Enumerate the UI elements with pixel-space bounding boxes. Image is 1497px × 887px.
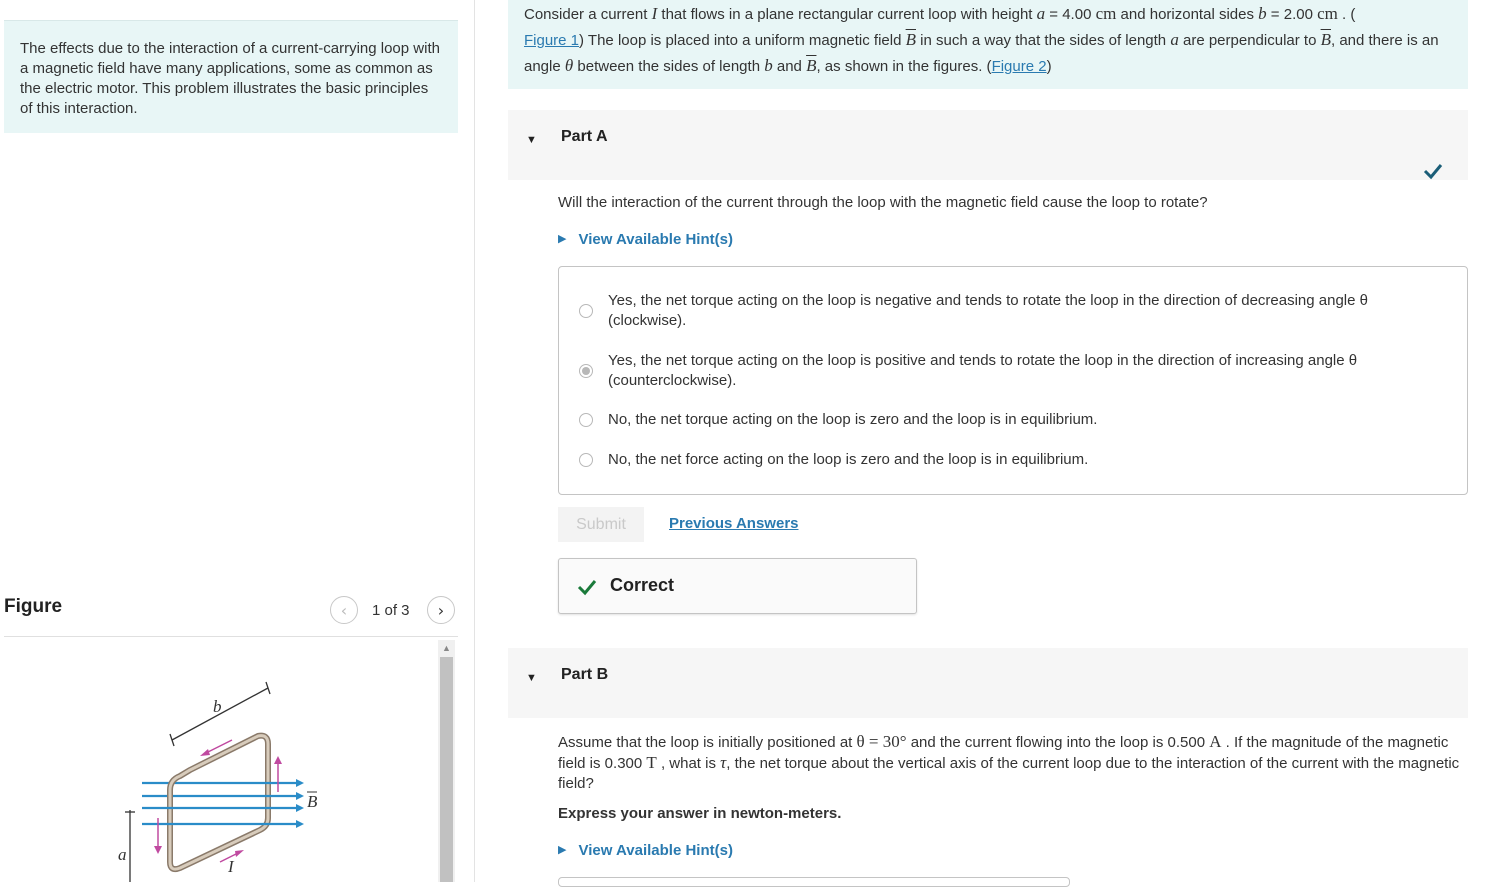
problem-text: = 2.00 (1266, 6, 1318, 23)
part-b-question (558, 732, 1468, 794)
field-lines-front (142, 779, 304, 828)
label-b: b (213, 697, 222, 716)
symbol-a: a (1036, 4, 1046, 23)
symbol-theta: θ (564, 56, 574, 75)
submit-button[interactable]: Submit (558, 507, 644, 542)
symbol-I: I (651, 4, 658, 23)
question-text: Assume that the loop is initially positioned at (558, 734, 857, 751)
problem-statement (508, 0, 1468, 89)
label-a: a (118, 845, 127, 864)
question-text: . If the magnitude of the magnetic field is 0.300 (558, 734, 1449, 772)
feedback-correct-box (558, 558, 917, 614)
figure-divider (4, 636, 458, 637)
problem-text: that flows in a plane rectangular current loop with height (657, 6, 1037, 23)
checkmark-icon (1422, 161, 1444, 181)
figure-next-button[interactable] (427, 596, 455, 624)
problem-text: are perpendicular to (1178, 32, 1321, 49)
part-b-hint-link[interactable] (558, 842, 733, 859)
figure-scrollbar-thumb[interactable] (440, 657, 453, 882)
option-text: Yes, the net torque acting on the loop is positive and tends to rotate the loop in the direction of increasing angle θ (counterclockwise). (608, 352, 1358, 389)
answer-options (558, 266, 1468, 495)
unit-cm: cm (1095, 4, 1117, 23)
radio-button-selected[interactable] (579, 364, 593, 378)
problem-text: ) The loop is placed into a uniform magnetic field (579, 32, 906, 49)
question-text: and the current flowing into the loop is 0.500 (906, 734, 1210, 751)
figure-title: Figure (4, 596, 63, 617)
option-text: No, the net torque acting on the loop is zero and the loop is in equilibrium. (608, 411, 1098, 428)
problem-text: and horizontal sides (1116, 6, 1259, 23)
angle-value: θ = 30° (856, 732, 907, 751)
problem-text: between the sides of length (573, 58, 765, 75)
figure-2-link[interactable]: Figure 2 (991, 58, 1047, 75)
column-divider (474, 0, 475, 882)
scroll-up-arrow-icon[interactable]: ▲ (442, 643, 451, 653)
problem-text: and (772, 58, 807, 75)
part-b-answer-box[interactable] (558, 877, 1070, 887)
figure-1-link[interactable]: Figure 1 (524, 32, 580, 49)
unit-ampere: A (1209, 732, 1222, 751)
problem-text: , and there is an angle (524, 32, 1439, 75)
feedback-text: Correct (610, 575, 675, 595)
symbol-a: a (1170, 30, 1179, 49)
caret-right-icon: ▶ (558, 844, 567, 856)
figure-prev-button[interactable] (330, 596, 358, 624)
problem-text: . ( (1337, 6, 1356, 23)
part-a-hint-link[interactable] (558, 231, 733, 248)
unit-cm: cm (1317, 4, 1338, 23)
field-lines-back (142, 783, 260, 796)
unit-tesla: T (646, 753, 657, 772)
figure-counter: 1 of 3 (372, 602, 410, 619)
option-text: No, the net force acting on the loop is zero and the loop is in equilibrium. (608, 451, 1089, 468)
hint-label: View Available Hint(s) (578, 231, 733, 248)
symbol-B-vector: $\overline{B}$ (1320, 30, 1331, 49)
radio-button[interactable] (579, 304, 593, 318)
problem-text: in such a way that the sides of length (916, 32, 1171, 49)
question-text: , the net torque about the vertical axis of the current loop due to the interaction of the current with the magnetic field? (558, 755, 1460, 792)
radio-button[interactable] (579, 453, 593, 467)
correct-check-icon (577, 578, 597, 596)
problem-text: ) (1046, 58, 1052, 75)
problem-text: = 4.00 (1045, 6, 1096, 23)
symbol-b: b (1258, 4, 1267, 23)
collapse-triangle-icon[interactable]: ▼ (526, 672, 537, 684)
a-dimension (125, 810, 135, 882)
label-B: B (307, 792, 318, 811)
caret-right-icon: ▶ (558, 233, 567, 245)
current-loop (170, 736, 268, 869)
hint-label: View Available Hint(s) (578, 842, 733, 859)
label-I: I (228, 857, 234, 876)
chevron-left-icon: ‹ (340, 600, 348, 620)
part-b-instruction: Express your answer in newton-meters. (558, 805, 842, 822)
radio-button[interactable] (579, 413, 593, 427)
chevron-right-icon: › (437, 600, 445, 620)
part-b-header[interactable] (508, 648, 1468, 718)
symbol-B-vector: $\overline{B}$ (905, 30, 916, 49)
question-text: , what is (656, 755, 721, 772)
symbol-b: b (764, 56, 773, 75)
problem-text: Consider a current (524, 6, 652, 23)
symbol-B-vector: $\overline{B}$ (806, 56, 817, 75)
figure-loop-diagram (100, 670, 330, 882)
option-text: Yes, the net torque acting on the loop is negative and tends to rotate the loop in the direction of decreasing angle θ (clockwise). (608, 292, 1368, 329)
intro-text: The effects due to the interaction of a current-carrying loop with a magnetic field have many applications, some as common as the electric motor. This problem illustrates the basic principles of this interaction. (20, 40, 440, 117)
part-a-label: Part A (561, 128, 608, 145)
collapse-triangle-icon[interactable]: ▼ (526, 134, 537, 146)
part-a-header[interactable] (508, 110, 1468, 180)
previous-answers-link[interactable]: Previous Answers (669, 515, 799, 532)
symbol-tau: τ (720, 753, 727, 772)
problem-text: , as shown in the figures. ( (816, 58, 992, 75)
intro-panel (4, 20, 458, 133)
part-a-question: Will the interaction of the current through the loop with the magnetic field cause the loop to rotate? (558, 194, 1208, 211)
part-b-label: Part B (561, 666, 609, 683)
